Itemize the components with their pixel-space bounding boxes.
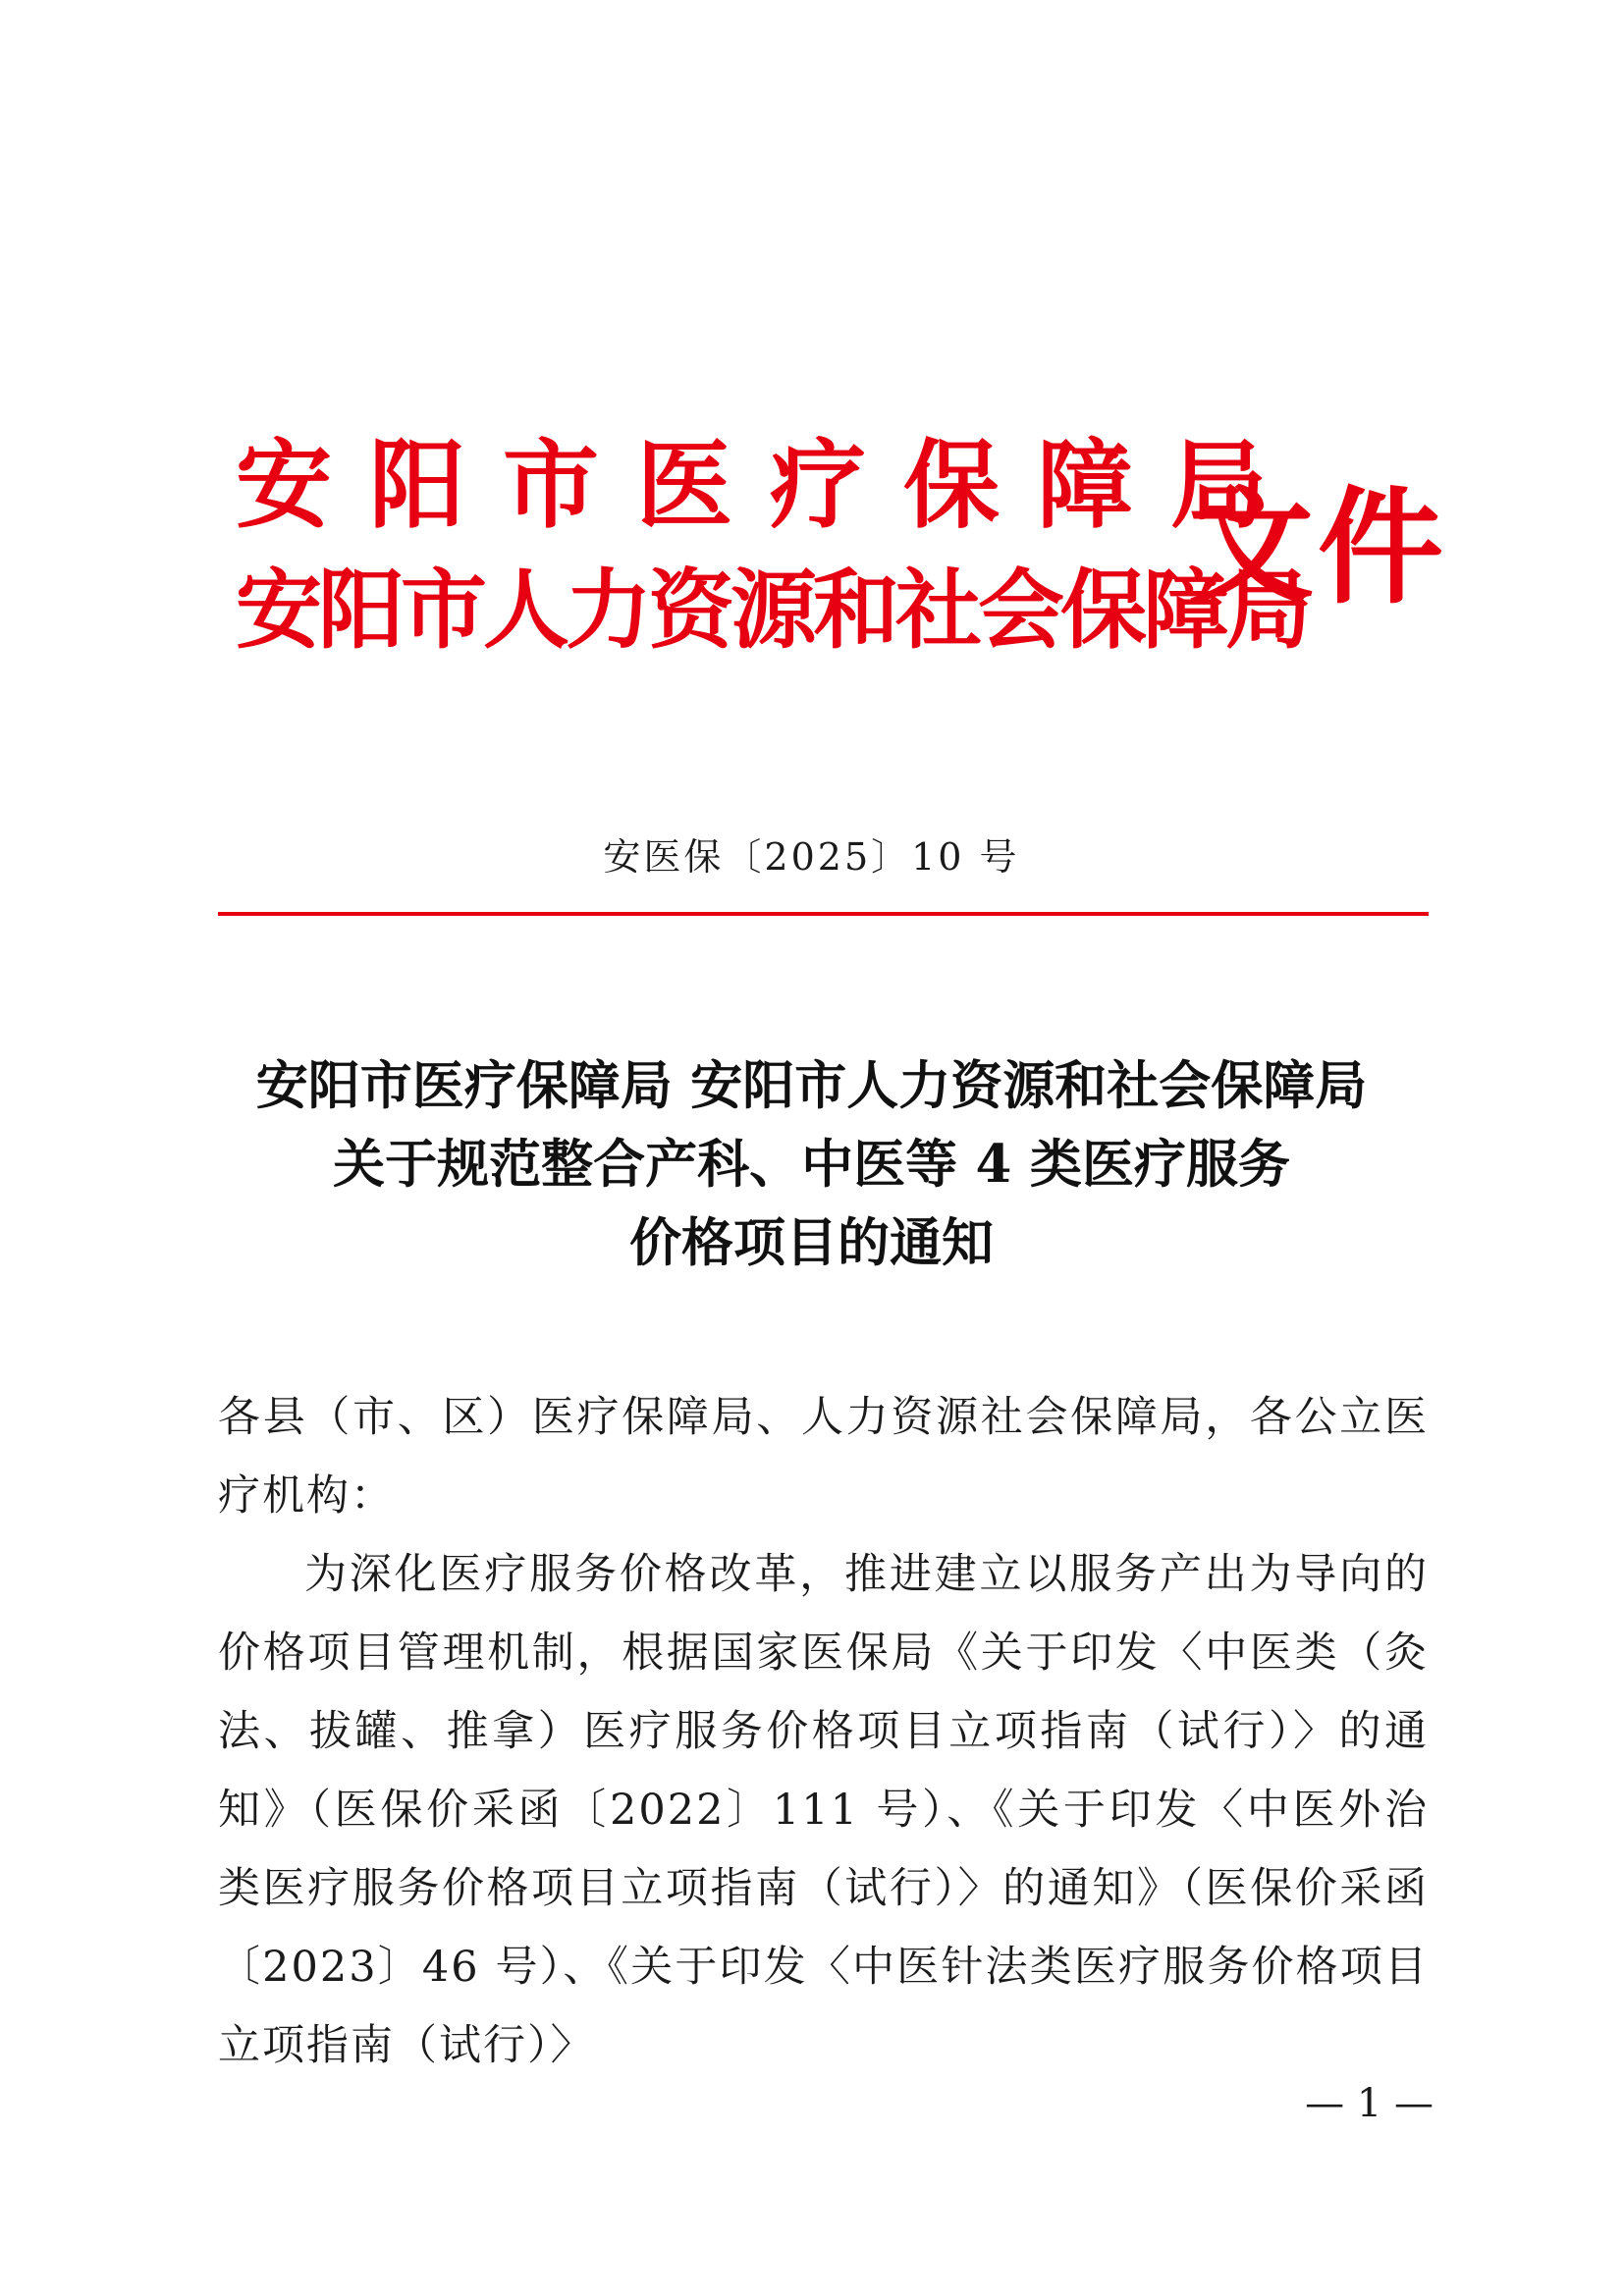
title-line-1: 安阳市医疗保障局 安阳市人力资源和社会保障局 bbox=[255, 1055, 1368, 1116]
document-type-label: 文件 bbox=[1188, 474, 1448, 621]
red-divider-line bbox=[218, 912, 1429, 916]
notice-title bbox=[0, 1046, 1623, 1282]
issuer-name-medical-security: 安阳市医疗保障局 bbox=[236, 429, 1305, 542]
issuer-name-human-resources: 安阳市人力资源和社会保障局 bbox=[236, 559, 1309, 661]
issuer-header bbox=[236, 429, 1448, 677]
notice-body bbox=[218, 1378, 1429, 2085]
salutation: 各县（市、区）医疗保障局、人力资源社会保障局，各公立医疗机构： bbox=[218, 1393, 1429, 1521]
document-number: 安医保〔2025〕10 号 bbox=[603, 835, 1020, 879]
body-paragraph: 为深化医疗服务价格改革，推进建立以服务产出为导向的价格项目管理机制，根据国家医保局《关于印发〈中医类（灸法、拔罐、推拿）医疗服务价格项目立项指南（试行）〉的通知》（医保价采函〔2022〕111 号）、《关于印发〈中医外治类医疗服务价格项目立项指南（试行）〉的通知》（医保价采函〔2023〕46 号）、《关于印发〈中医针法类医疗服务价格项目立项指南（试行）〉 bbox=[218, 1550, 1429, 2070]
title-line-2: 关于规范整合产科、中医等 4 类医疗服务 bbox=[333, 1134, 1290, 1195]
title-line-3: 价格项目的通知 bbox=[629, 1212, 994, 1273]
page-number: — 1 — bbox=[1305, 2081, 1434, 2126]
